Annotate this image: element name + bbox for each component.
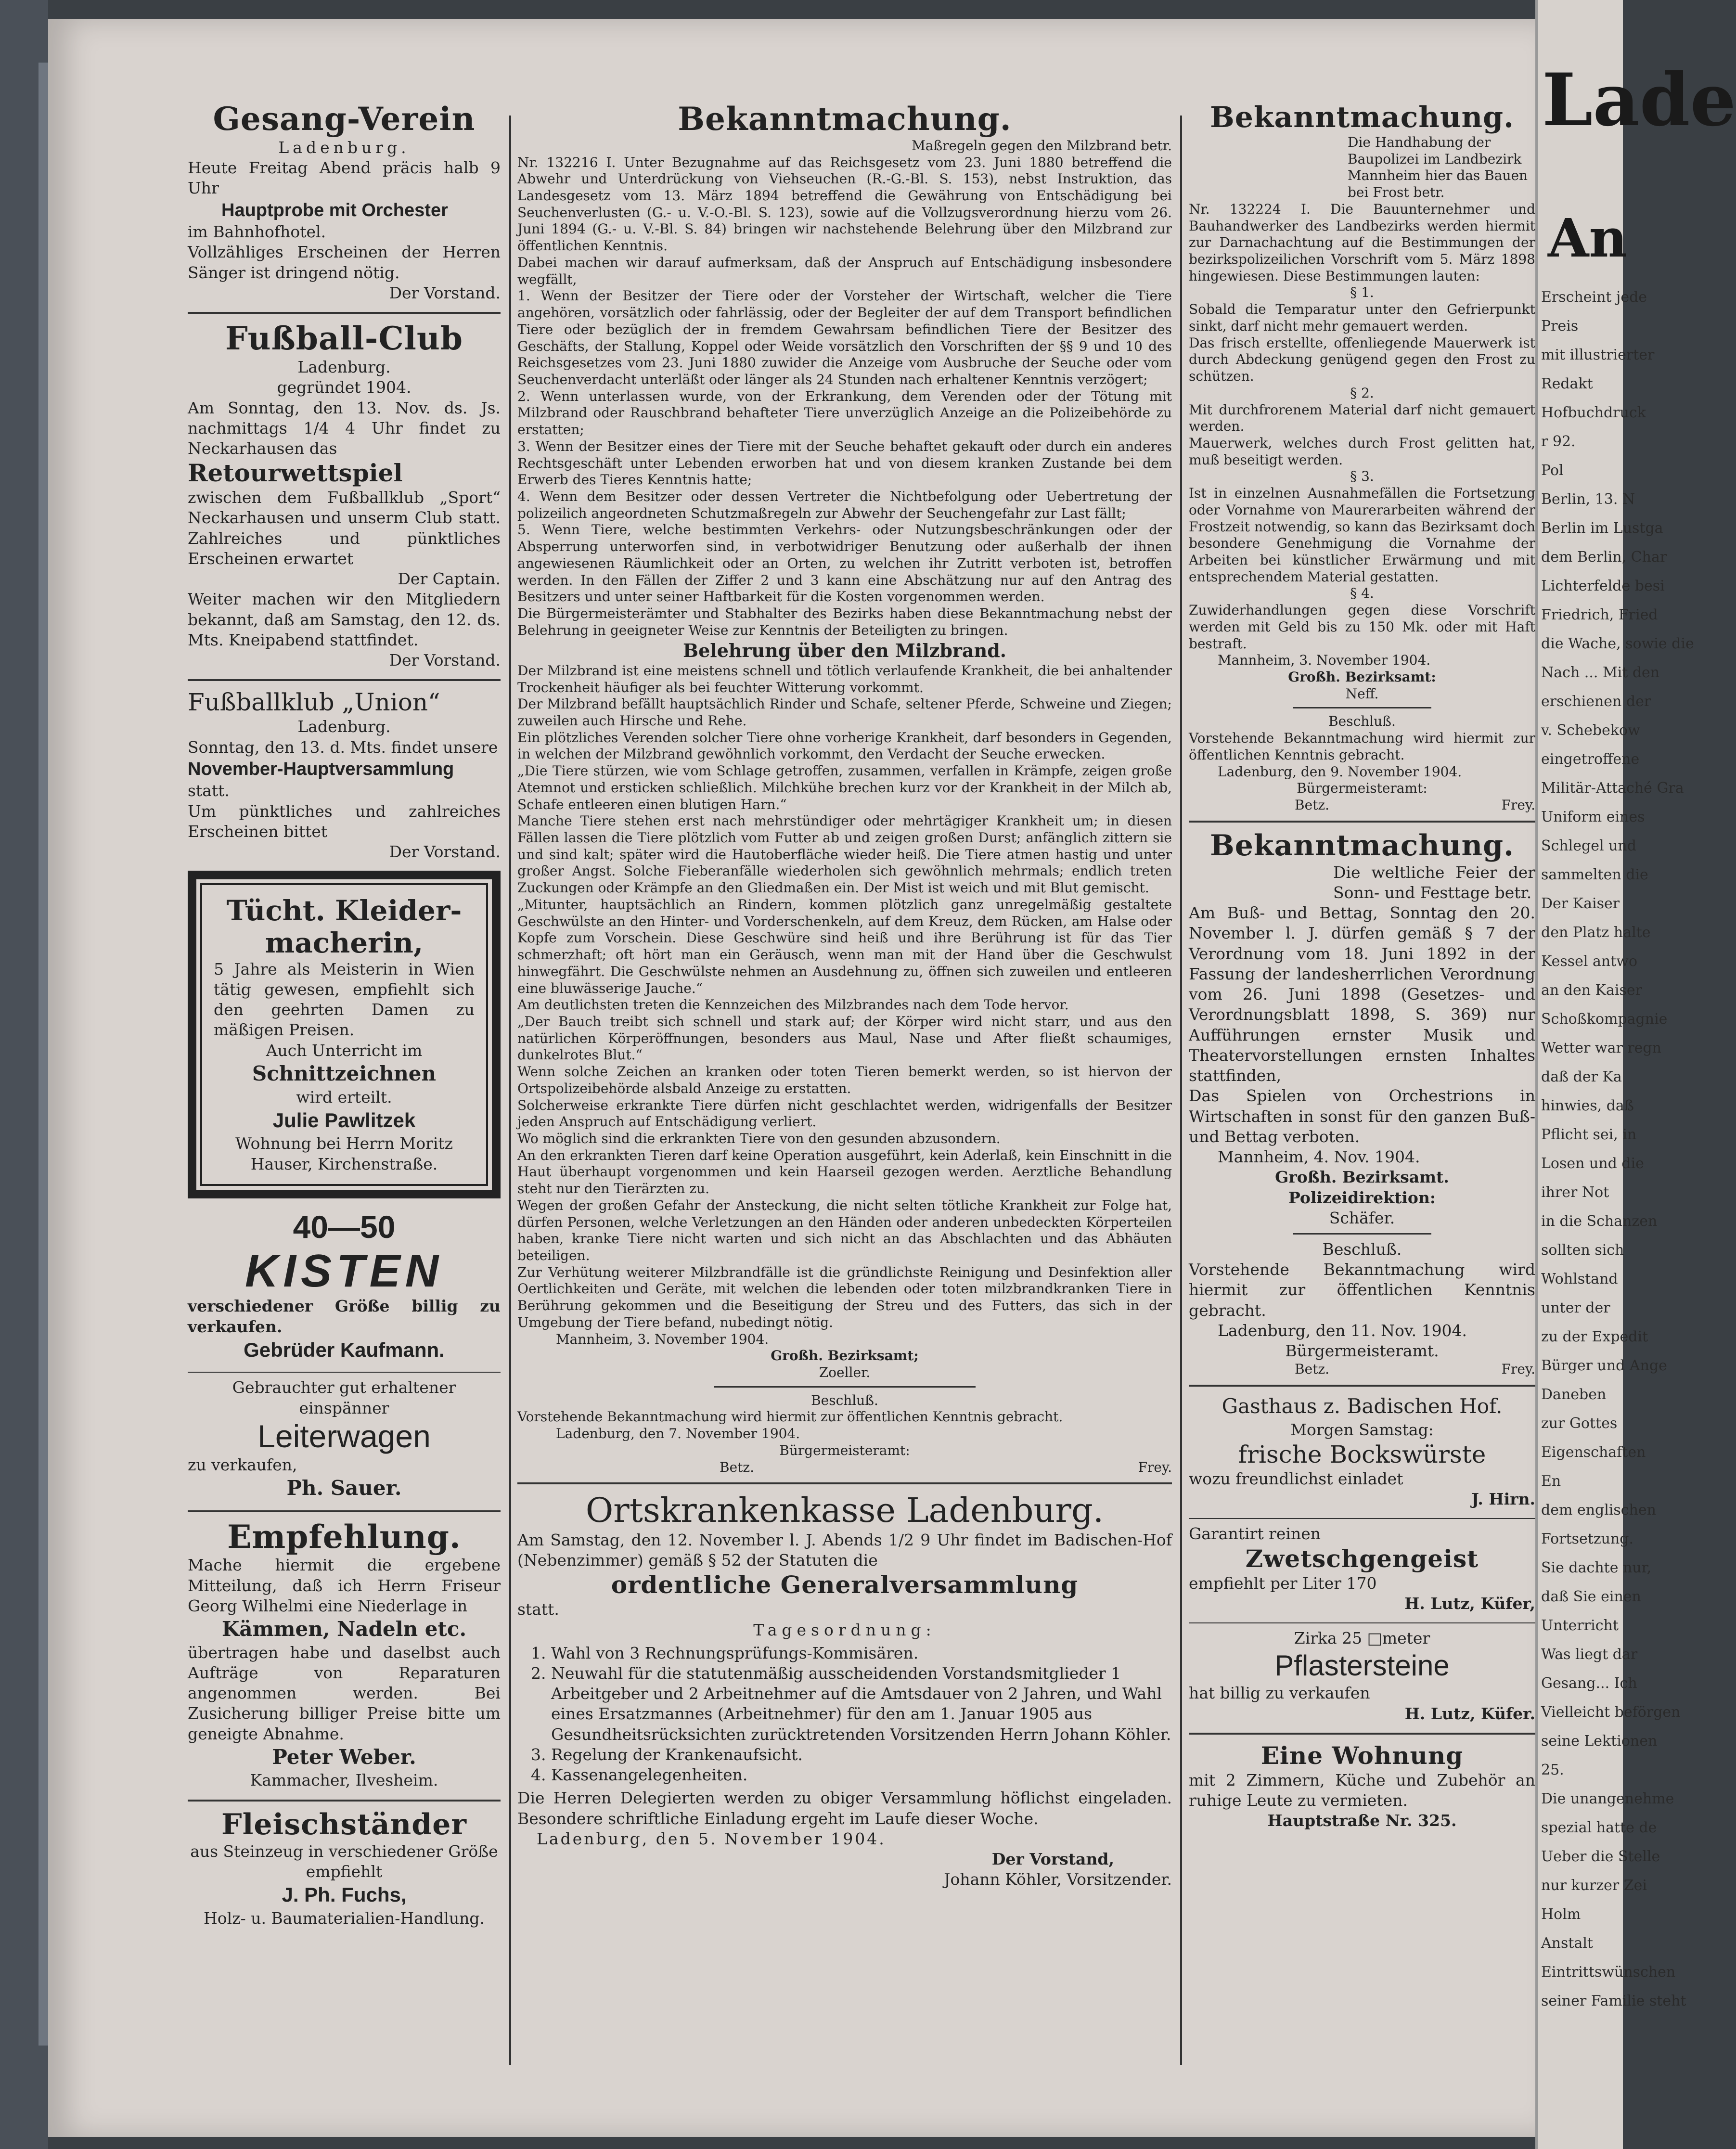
notice-paragraph: Zur Verhütung weiterer Milzbrandfälle ist die gründlichste Reinigung und Desinfektion aller Oertlichkeiten und Geräte, mit welchen die lebenden oder toten milzbrandkranken Tiere in Berührung gekommen und die Beseitigung der Streu und des Futters, das sich in der Umgebung der Tiere befand, nubedingt nötig.: [517, 1264, 1172, 1330]
notice-paragraph: Der Milzbrand ist eine meistens schnell und tötlich verlaufende Krankheit, die bei anhaltender Trockenheit häufiger als bei feuchter Witterung vorkommt.: [517, 662, 1172, 695]
notice-office: Großh. Bezirksamt:: [1288, 669, 1436, 685]
next-page-line: seiner Familie steht: [1541, 1993, 1686, 2009]
signature-left: Betz.: [1295, 1361, 1330, 1377]
ad-name: Peter Weber.: [272, 1745, 416, 1769]
notice-text: statt.: [517, 1600, 559, 1619]
ad-pflastersteine: [1189, 1628, 1535, 1724]
next-page-line: Unterricht: [1541, 1617, 1619, 1634]
notice-paragraph: Manche Tiere stehen erst nach mehrstündiger oder mehrtägiger Krankheit um; in diesen Fällen lassen die Tiere plötzlich vom Futter ab und zeigen großen Durst; anfänglich zittern sie und sind kalt; später wird die Hautoberfläche wieder heiß. Die Tiere atmen hastig und unter großer Angst. Solche Fieberanfälle wiederholen sich gewöhnlich mehrmals; endlich treten Zuckungen oder Krämpfe an den Gliedmaßen ein. Der Mist ist weich und mit Blut gemischt.: [517, 813, 1172, 896]
next-page-line: En: [1541, 1473, 1561, 1490]
next-page-line: erschienen der: [1541, 693, 1651, 710]
next-page-line: hinwies, daß: [1541, 1097, 1634, 1114]
notice-paragraph: An den erkrankten Tieren darf keine Operation ausgeführt, kein Aderlaß, kein Einschnitt in die Haut überhaupt vorgenommen und kein Haarseil gezogen werden. Aerztliche Behandlung steht nur den Tierärzten zu.: [517, 1147, 1172, 1197]
next-page-line: Schoßkompagnie: [1541, 1011, 1668, 1028]
signature-right: Frey.: [1501, 797, 1535, 813]
notice-paragraph: Nr. 132224 I. Die Bauunternehmer und Bauhandwerker des Landbezirks werden hiermit zur Darnachachtung auf die Bestimmungen der bezirkspolizeilichen Vorschrift vom 5. März 1898 hingewiesen. Diese Bestimmungen lauten:: [1189, 201, 1535, 284]
ad-title: macherin,: [265, 927, 424, 960]
next-page-line: Uniform eines: [1541, 809, 1645, 825]
next-page-line: Holm: [1541, 1906, 1581, 1923]
ad-text: zu verkaufen,: [188, 1455, 297, 1474]
next-page-line: an den Kaiser: [1541, 982, 1642, 999]
ad-title: Empfehlung.: [227, 1518, 461, 1556]
ad-title: Fußballklub „Union“: [188, 688, 440, 717]
next-page-line: Wohlstand: [1541, 1271, 1618, 1287]
divider: [1293, 1233, 1431, 1235]
notice-paragraph: Wo möglich sind die erkrankten Tiere von den gesunden abzusondern.: [517, 1130, 1001, 1146]
ad-text: Mache hiermit die ergebene Mitteilung, daß ich Herrn Friseur Georg Wilhelmi eine Niederlage in: [188, 1556, 501, 1615]
ad-title: Fleischständer: [221, 1807, 467, 1841]
next-page-line: Ueber die Stelle: [1541, 1848, 1660, 1865]
next-page-line: Daneben: [1541, 1386, 1607, 1403]
notice-paragraph: 3. Wenn der Besitzer eines der Tiere mit der Seuche behaftet gekauft oder durch ein anderes Rechtsgeschäft unter Lebenden erworben hat und von diesem kranken Zustande bei dem Erwerb des Tieres Kenntnis hatte;: [517, 438, 1172, 488]
section-title: Belehrung über den Milzbrand.: [683, 640, 1006, 662]
divider: [188, 312, 501, 314]
next-page-line: spezial hatte de: [1541, 1819, 1657, 1836]
ad-fleischstaender: [188, 1808, 501, 1929]
column-left: [188, 101, 501, 1937]
ad-signature: Der Vorstand.: [389, 842, 501, 862]
next-page-line: Erscheint jede: [1541, 289, 1647, 306]
ad-text: wozu freundlichst einladet: [1189, 1469, 1403, 1488]
divider: [188, 679, 501, 681]
divider: [1189, 821, 1535, 823]
binding-edge: [39, 63, 49, 2046]
ad-text: übertragen habe und daselbst auch Aufträge von Reparaturen angenommen werden. Bei Zusicherung billiger Preise bitte um geneigte Abnahme.: [188, 1643, 501, 1743]
notice-office: Großh. Bezirksamt;: [771, 1348, 919, 1364]
notice-paragraph: Nr. 132216 I. Unter Bezugnahme auf das Reichsgesetz vom 23. Juni 1880 betreffend die Abwehr und Unterdrückung von Viehseuchen (R.-G.-Bl. S. 153), nebst Instruktion, das Landesgesetz vom 13. März 1894 betreffend die Gewährung von Entschädigung bei Seuchenverlusten (G.- u. V.-O.-Bl. S. 123), sowie auf die Vollzugsverordnung hierzu vom 26. Juni 1894 (G.- u. V.-Bl. S. 84) bringen wir nachstehende Belehrung über den Milzbrand zur öffentlichen Kenntnis.: [517, 154, 1172, 254]
signatures: [517, 1459, 1172, 1476]
divider: [1293, 707, 1431, 708]
beschluss-text: Vorstehende Bekanntmachung wird hiermit zur öffentlichen Kenntnis gebracht.: [1189, 1260, 1535, 1320]
next-page-line: Berlin, 13. N: [1541, 491, 1635, 508]
ad-title: Pflastersteine: [1274, 1649, 1450, 1682]
notice-paragraph: Am Samstag, den 12. November l. J. Abends 1/2 9 Uhr findet im Badischen-Hof (Nebenzimmer) gemäß § 52 der Statuten die: [517, 1530, 1172, 1570]
ad-text: empfiehlt per Liter 170: [1189, 1573, 1377, 1593]
next-page-line: den Platz halte: [1541, 924, 1651, 941]
notice-title: Bekanntmachung.: [1210, 828, 1514, 862]
ad-text: Weiter machen wir den Mitgliedern bekannt, daß am Samstag, den 12. ds. Mts. Kneipabend stattfindet.: [188, 590, 501, 649]
ad-text: Zirka 25 □meter: [1294, 1629, 1430, 1648]
notice-paragraph: Am Buß- und Bettag, Sonntag den 20. November l. J. dürfen gemäß § 7 der Verordnung vom 18. Juni 1892 in der Fassung der landesherrlichen Verordnung vom 26. Juni 1898 (Gesetzes- und Verordnungsblatt 1898, S. 369) nur Aufführungen ernster Musik und Theatervorstellungen ernsten Inhaltes stattfinden,: [1189, 903, 1535, 1085]
notice-official: Schäfer.: [1329, 1208, 1395, 1227]
beschluss-date: Ladenburg, den 11. Nov. 1904.: [1218, 1321, 1467, 1340]
next-page-line: in die Schanzen: [1541, 1213, 1658, 1230]
next-page-line: mit illustrierter: [1541, 347, 1655, 363]
next-page-line: Berlin im Lustga: [1541, 520, 1663, 537]
notice-title: Bekanntmachung.: [678, 100, 1012, 138]
ad-text: 5 Jahre als Meisterin in Wien tätig gewesen, empfiehlt sich den geehrten Damen zu mäßigen Preisen.: [214, 959, 475, 1040]
next-page-subhead: An: [1548, 207, 1628, 269]
ad-signature: J. Hirn.: [1471, 1490, 1535, 1509]
divider: [517, 1482, 1172, 1484]
ad-highlight: frische Bockswürste: [1238, 1440, 1486, 1468]
ad-text: Sonntag, den 13. d. Mts. findet unsere: [188, 737, 498, 757]
notice-official: Zoeller.: [819, 1364, 871, 1381]
ad-signature: Der Vorstand.: [389, 651, 501, 670]
notice-official: Neff.: [1345, 685, 1379, 702]
agenda-item: 2. Neuwahl für die statutenmäßig ausscheidenden Vorstandsmitglieder 1 Arbeitgeber und 2 Arbeitnehmer auf die Amtsdauer von 2 Jahren, und Wahl eines Ersatzmannes (Arbeitnehmer) für den am 1. Januar 1905 aus Gesundheitsrücksichten zurücktretenden Vorsitzenden Herrn Johann Köhler.: [551, 1663, 1172, 1745]
beschluss-date: Ladenburg, den 7. November 1904.: [556, 1426, 800, 1442]
notice-paragraph: 5. Wenn Tiere, welche bestimmten Verkehrs- oder Nutzungsbeschränkungen oder der Absperrung unterworfen sind, in verbotwidriger Benutzung oder außerhalb der ihnen angewiesenen Räumlichkeit oder an Orten, zu welchen ihr Zutritt verboten ist, betroffen werden. In den Fällen der Ziffer 2 und 3 kann eine Abschätzung nur auf den Antrag des Besitzers und unter seiner Haftbarkeit für die Kosten vorgenommen werden.: [517, 522, 1172, 605]
next-page-line: daß Sie einen: [1541, 1588, 1641, 1605]
paragraph-mark: § 2.: [1350, 385, 1374, 401]
divider: [188, 1510, 501, 1512]
notice-date: Mannheim, 3. November 1904.: [556, 1331, 769, 1347]
signature-left: Betz.: [1295, 797, 1330, 813]
notice-subject: Maßregeln gegen den Milzbrand betr.: [912, 137, 1172, 154]
paragraph-mark: § 3.: [1350, 468, 1374, 485]
agenda-title: Tagesordnung:: [753, 1620, 936, 1639]
beschluss-text: Vorstehende Bekanntmachung wird hiermit zur öffentlichen Kenntnis gebracht.: [517, 1409, 1063, 1425]
ad-highlight: Schnittzeichnen: [252, 1061, 437, 1085]
next-page-line: Losen und die: [1541, 1155, 1644, 1172]
signature-left: Betz.: [720, 1459, 755, 1475]
notice-date: Mannheim, 3. November 1904.: [1218, 652, 1431, 669]
ad-text: Heute Freitag Abend präcis halb 9 Uhr: [188, 158, 501, 198]
ad-kisten: [188, 1209, 501, 1364]
next-page-masthead: Lade: [1542, 58, 1736, 142]
beschluss-date: Ladenburg, den 9. November 1904.: [1218, 763, 1462, 780]
next-page-line: Schlegel und: [1541, 837, 1636, 854]
notice-paragraph: Dabei machen wir darauf aufmerksam, daß der Anspruch auf Entschädigung insbesondere wegfällt,: [517, 254, 1172, 287]
ad-signature: Der Captain.: [398, 569, 501, 589]
next-page-line: Preis: [1541, 318, 1579, 335]
notice-paragraph: Sobald die Temparatur unter den Gefrierpunkt sinkt, darf nicht mehr gemauert werden.: [1189, 301, 1535, 334]
ad-title: Tücht. Kleider-: [226, 894, 462, 927]
notice-baupolizei: [1189, 101, 1535, 814]
notice-date: Mannheim, 4. Nov. 1904.: [1218, 1147, 1420, 1167]
next-page-line: Militär-Attaché Gra: [1541, 780, 1684, 797]
agenda-item: 4. Kassenangelegenheiten.: [551, 1765, 1172, 1785]
next-page-line: Der Kaiser: [1541, 895, 1620, 912]
signatures: [1189, 1361, 1535, 1378]
next-page-line: sollten sich: [1541, 1242, 1624, 1259]
notice-paragraph: „Die Tiere stürzen, wie vom Schlage getroffen, zusammen, verfallen in Krämpfe, zeigen große Atemnot und ersticken schließlich. Milchkühe brechen kurz vor der Krankheit in der Milch ab, Schafe entleeren einen blutigen Harn.“: [517, 763, 1172, 812]
divider: [1189, 1622, 1535, 1623]
notice-paragraph: Die Bürgermeisterämter und Stabhalter des Bezirks haben diese Bekanntmachung nebst der Belehrung in geeigneter Weise zur Kenntnis der Beteiligten zu bringen.: [517, 605, 1172, 638]
newspaper-page: [48, 19, 1535, 2137]
ad-place: Ladenburg.: [297, 358, 391, 377]
ad-signature: H. Lutz, Küfer,: [1404, 1594, 1535, 1613]
notice-paragraph: Die Herren Delegierten werden zu obiger Versammlung höflichst eingeladen. Besondere schriftliche Einladung ergeht im Laufe dieser Woche.: [517, 1789, 1172, 1828]
next-page-line: eingetroffene: [1541, 751, 1640, 768]
next-page-line: Wetter war regn: [1541, 1040, 1661, 1056]
ad-text: Morgen Samstag:: [1290, 1420, 1434, 1439]
ad-empfehlung: [188, 1519, 501, 1791]
next-page-line: r 92.: [1541, 433, 1576, 450]
ad-title: Gasthaus z. Badischen Hof.: [1222, 1394, 1503, 1418]
divider: [1189, 1733, 1535, 1735]
next-page-line: Sie dachte nur,: [1541, 1559, 1652, 1576]
next-page-line: Pflicht sei, in: [1541, 1126, 1637, 1143]
agenda-item: 3. Regelung der Krankenaufsicht.: [551, 1745, 1172, 1765]
ad-title: KISTEN: [244, 1245, 444, 1297]
next-page-line: zur Gottes: [1541, 1415, 1618, 1432]
ad-place: Ladenburg.: [278, 138, 410, 157]
ad-highlight: Hauptprobe mit Orchester: [221, 200, 448, 220]
ad-signature: Der Vorstand.: [389, 283, 501, 302]
beschluss-title: Beschluß.: [1328, 713, 1396, 730]
ad-text: mit 2 Zimmern, Küche und Zubehör an ruhige Leute zu vermieten.: [1189, 1770, 1535, 1810]
notice-paragraph: Am deutlichsten treten die Kennzeichen des Milzbrandes nach dem Tode hervor.: [517, 997, 1069, 1013]
ad-seller: Ph. Sauer.: [286, 1476, 402, 1500]
notice-buss-bettag: [1189, 829, 1535, 1378]
column-middle: [517, 101, 1172, 1890]
notice-subject: Die Handhabung der Baupolizei im Landbezirk Mannheim hier das Bauen bei Frost betr.: [1348, 134, 1528, 201]
next-page-line: 25.: [1541, 1762, 1564, 1778]
divider: [188, 1800, 501, 1802]
next-page-edge: [1535, 0, 1736, 2149]
beschluss-office: Bürgermeisteramt.: [1285, 1341, 1439, 1361]
ad-text: Um pünktliches und zahlreiches Erscheinen bittet: [188, 801, 501, 841]
notice-office: Großh. Bezirksamt.: [1275, 1168, 1449, 1187]
next-page-line: Lichterfelde besi: [1541, 578, 1665, 594]
next-page-line: Anstalt: [1541, 1935, 1593, 1952]
beschluss-text: Vorstehende Bekanntmachung wird hiermit zur öffentlichen Kenntnis gebracht.: [1189, 730, 1535, 763]
next-page-line: Nach ... Mit den: [1541, 664, 1660, 681]
column-rule-2: [1180, 116, 1182, 2065]
divider: [188, 1372, 501, 1373]
notice-paragraph: „Mitunter, hauptsächlich an Rindern, kommen plötzlich ganz unregelmäßig gestaltete Geschwülste an den Hinter- und Vorderschenkeln, auf dem Kreuz, dem Rücken, am Halse oder Kopfe zum Vorschein. Diese Geschwüre sind heiß und ihre Berührung ist für das Tier schmerzhaft; oft hört man ein Geräusch, wenn man mit der Hand über die Geschwulst hinwegfährt. Die Geschwülste nehmen an Ausdehnung zu, öffnen sich zuweilen und entleeren eine bluwässerige Jauche.“: [517, 896, 1172, 996]
agenda-item: 1. Wahl von 3 Rechnungsprüfungs-Kommisären.: [551, 1643, 1172, 1663]
next-page-line: dem Berlin, Char: [1541, 549, 1667, 566]
ad-text: verschiedener Größe billig zu verkaufen.: [188, 1297, 501, 1336]
notice-paragraph: Zuwiderhandlungen gegen diese Vorschrift werden mit Geld bis zu 150 Mk. oder mit Haft bestraft.: [1189, 602, 1535, 652]
next-page-line: zu der Expedit: [1541, 1328, 1648, 1345]
ad-role: Holz- u. Baumaterialien-Handlung.: [204, 1908, 485, 1928]
ad-zwetschgengeist: [1189, 1524, 1535, 1614]
ad-text: Am Sonntag, den 13. Nov. ds. Js. nachmittags 1/4 4 Uhr findet zu Neckarhausen das: [188, 398, 501, 458]
ad-signature: H. Lutz, Küfer.: [1404, 1704, 1535, 1723]
notice-milzbrand: [517, 101, 1172, 1476]
next-page-line: Die unangenehme: [1541, 1790, 1674, 1807]
notice-paragraph: Das frisch erstellte, offenliegende Mauerwerk ist durch Abdeckung genügend gegen den Frost zu schützen.: [1189, 335, 1535, 385]
ad-gesang-verein: [188, 101, 501, 303]
ad-text: zwischen dem Fußballklub „Sport“ Neckarhausen und unserm Club statt. Zahlreiches und pünktliches Erscheinen erwartet: [188, 488, 501, 568]
ad-text: aus Steinzeug in verschiedener Größe empfiehlt: [190, 1841, 498, 1881]
next-page-line: Gesang... Ich: [1541, 1675, 1637, 1692]
next-page-line: Eintrittswünschen: [1541, 1964, 1676, 1981]
ad-name: Julie Pawlitzek: [272, 1108, 416, 1132]
ad-wohnung: [1189, 1741, 1535, 1831]
beschluss-office: Bürgermeisteramt:: [1297, 780, 1427, 797]
notice-paragraph: Mauerwerk, welches durch Frost gelitten hat, muß beseitigt werden.: [1189, 435, 1535, 468]
notice-highlight: ordentliche Generalversammlung: [611, 1570, 1079, 1599]
notice-paragraph: Wegen der großen Gefahr der Ansteckung, die nicht selten tötliche Krankheit zur Folge hat, dürfen Personen, welche Verletzungen an den Händen oder anderen unbedeckten Körperteilen haben, kranke Tiere nicht warten und sich nicht an das Abschlachten und das Abhäuten beteiligen.: [517, 1197, 1172, 1263]
next-page-line: dem englischen: [1541, 1502, 1657, 1518]
notice-paragraph: Mit durchfrorenem Material darf nicht gemauert werden.: [1189, 401, 1535, 435]
ad-place: Ladenburg.: [297, 717, 391, 736]
ad-leiterwagen: [188, 1377, 501, 1501]
notice-paragraph: Der Milzbrand befällt hauptsächlich Rinder und Schafe, seltener Pferde, Schweine und Ziegen; zuweilen auch Hirsche und Rehe.: [517, 696, 1172, 729]
notice-paragraph: Solcherweise erkrankte Tiere dürfen nicht geschlachtet werden, widrigenfalls der Besitzer jeden Anspruch auf Entschädigung verliert.: [517, 1097, 1172, 1130]
next-page-line: ihrer Not: [1541, 1184, 1609, 1201]
next-page-line: v. Schebekow: [1541, 722, 1640, 739]
notice-title: Bekanntmachung.: [1210, 101, 1514, 134]
ad-address: Hauptstraße Nr. 325.: [1267, 1811, 1457, 1830]
ad-title: Zwetschgengeist: [1245, 1544, 1479, 1573]
divider: [714, 1386, 976, 1388]
notice-paragraph: Ein plötzliches Verenden solcher Tiere ohne vorherige Krankheit, darf besonders in Gegenden, in welchen der Milzbrand gewöhnlich vorkommt, den Verdacht der Seuche erwecken.: [517, 729, 1172, 762]
ad-text: im Bahnhofhotel.: [188, 222, 326, 242]
next-page-line: Redakt: [1541, 375, 1593, 392]
ad-name: J. Ph. Fuchs,: [282, 1883, 407, 1906]
next-page-line: Was liegt dar: [1541, 1646, 1638, 1663]
signature-right: Frey.: [1138, 1459, 1172, 1475]
ad-founded: gegründet 1904.: [277, 378, 411, 397]
notice-subject: Die weltliche Feier der Sonn- und Festtage betr.: [1333, 862, 1535, 902]
ad-highlight: November-Hauptversammlung: [188, 759, 454, 779]
beschluss-title: Beschluß.: [811, 1392, 878, 1408]
notice-paragraph: Das Spielen von Orchestrions in Wirtschaften in sonst für den ganzen Buß- und Bettag verboten.: [1189, 1086, 1535, 1146]
ad-text: Gebrauchter gut erhaltener einspänner: [232, 1378, 456, 1417]
ad-kleidermacherin: [188, 871, 501, 1198]
ad-fussball-club: [188, 321, 501, 670]
ad-address: Wohnung bei Herrn Moritz Hauser, Kirchenstraße.: [235, 1134, 453, 1173]
notice-paragraph: „Der Bauch treibt sich schnell und stark auf; der Körper wird nicht starr, und aus den natürlichen Körperöffnungen, besonders aus Maul, Nase und After fließt schaumiges, dunkelrotes Blut.“: [517, 1013, 1172, 1063]
ad-text: statt.: [188, 781, 230, 800]
ad-title: Fußball-Club: [225, 320, 463, 358]
ad-title: Leiterwagen: [257, 1418, 431, 1454]
notice-date: Ladenburg, den 5. November 1904.: [537, 1829, 886, 1848]
next-page-line: Friedrich, Fried: [1541, 606, 1658, 623]
next-page-line: Fortsetzung.: [1541, 1531, 1634, 1547]
next-page-line: sammelten die: [1541, 866, 1648, 883]
next-page-line: seine Lektionen: [1541, 1733, 1658, 1750]
divider: [1189, 1518, 1535, 1519]
divider: [1189, 1385, 1535, 1387]
ad-count: 40—50: [293, 1209, 396, 1245]
notice-division: Polizeidirektion:: [1288, 1188, 1436, 1207]
next-page-line: Kessel antwo: [1541, 953, 1638, 970]
ad-title: Gesang-Verein: [213, 100, 476, 138]
notice-paragraph: 4. Wenn dem Besitzer oder dessen Vertreter die Nichtbefolgung oder Uebertretung der polizeilich angeordneten Schutzmaßregeln zur Abwehr der Seuchengefahr zur Last fällt;: [517, 488, 1172, 521]
signature-right: Frey.: [1501, 1361, 1535, 1377]
next-page-line: Pol: [1541, 462, 1564, 479]
ad-seller: Gebrüder Kaufmann.: [244, 1338, 445, 1361]
paragraph-mark: § 1.: [1350, 284, 1374, 301]
next-page-line: Hofbuchdruck: [1541, 404, 1646, 421]
signatures: [1189, 797, 1535, 814]
notice-signature: Der Vorstand,: [991, 1850, 1114, 1869]
next-page-line: nur kurzer Zei: [1541, 1877, 1647, 1894]
ad-fussballklub-union: [188, 688, 501, 862]
ad-role: Kammacher, Ilvesheim.: [250, 1771, 438, 1790]
ad-highlight: Kämmen, Nadeln etc.: [221, 1617, 467, 1641]
notice-paragraph: Ist in einzelnen Ausnahmefällen die Fortsetzung oder Vornahme von Maurerarbeiten während der Frostzeit notwendig, so kann das Bezirksamt doch besondere Genehmigung die Vornahme der Arbeiten bei künstlicher Erwärmung und mit entsprechendem Material gestatten.: [1189, 485, 1535, 585]
agenda-list: [551, 1643, 1172, 1786]
next-page-line: unter der: [1541, 1300, 1610, 1316]
beschluss-office: Bürgermeisteramt:: [779, 1442, 910, 1458]
next-page-line: die Wache, sowie die: [1541, 635, 1694, 652]
ad-highlight: Retourwettspiel: [188, 459, 403, 488]
notice-paragraph: Wenn solche Zeichen an kranken oder toten Tieren bemerkt werden, so ist hiervon der Ortspolizeibehörde alsbald Anzeige zu erstatten.: [517, 1064, 1172, 1096]
notice-paragraph: 2. Wenn unterlassen wurde, von der Erkrankung, dem Verenden oder der Tötung mit Milzbrand oder Rauschbrand behafteter Tiere unverzüglich Anzeige an die Polizeibehörde zu erstatten;: [517, 388, 1172, 438]
next-page-line: daß der Ka: [1541, 1068, 1622, 1085]
ad-text: Auch Unterricht im: [266, 1041, 423, 1060]
paragraph-mark: § 4.: [1350, 585, 1374, 602]
column-right: [1189, 101, 1535, 1840]
next-page-line: Bürger und Ange: [1541, 1357, 1667, 1374]
column-rule-1: [509, 116, 511, 2065]
next-page-line: Vielleicht beförgen: [1541, 1704, 1681, 1721]
notice-title: Ortskrankenkasse Ladenburg.: [585, 1491, 1104, 1531]
ad-gasthaus: [1189, 1393, 1535, 1509]
ad-text: Vollzähliges Erscheinen der Herren Sänger ist dringend nötig.: [188, 243, 501, 282]
ad-text: Garantirt reinen: [1189, 1524, 1321, 1544]
next-page-line: Eigenschaften: [1541, 1444, 1646, 1461]
notice-ortskrankenkasse: [517, 1491, 1172, 1890]
ad-text: wird erteilt.: [296, 1087, 392, 1107]
beschluss-title: Beschluß.: [1322, 1239, 1402, 1259]
notice-paragraph: 1. Wenn der Besitzer der Tiere oder der Vorsteher der Wirtschaft, welcher die Tiere angehören, vorsätzlich oder fahrlässig, oder der Begleiter der auf dem Transport befindlichen Tiere oder bezüglich der in fremdem Gewahrsam befindlichen Tiere der Besitzer des Geschäfts, der Stallung, Koppel oder Weide vorsätzlich den Vorschriften der §§ 9 und 10 des Reichsgesetzes vom 23. Juni 1880 zuwider die Anzeige vom Ausbruche der Seuche oder vom Seuchenverdacht unterläßt oder länger als 24 Stunden nach erhaltener Kenntnis verzögert;: [517, 288, 1172, 387]
notice-signer: Johann Köhler, Vorsitzender.: [944, 1870, 1172, 1889]
ad-text: hat billig zu verkaufen: [1189, 1684, 1370, 1703]
ad-title: Eine Wohnung: [1260, 1741, 1464, 1770]
